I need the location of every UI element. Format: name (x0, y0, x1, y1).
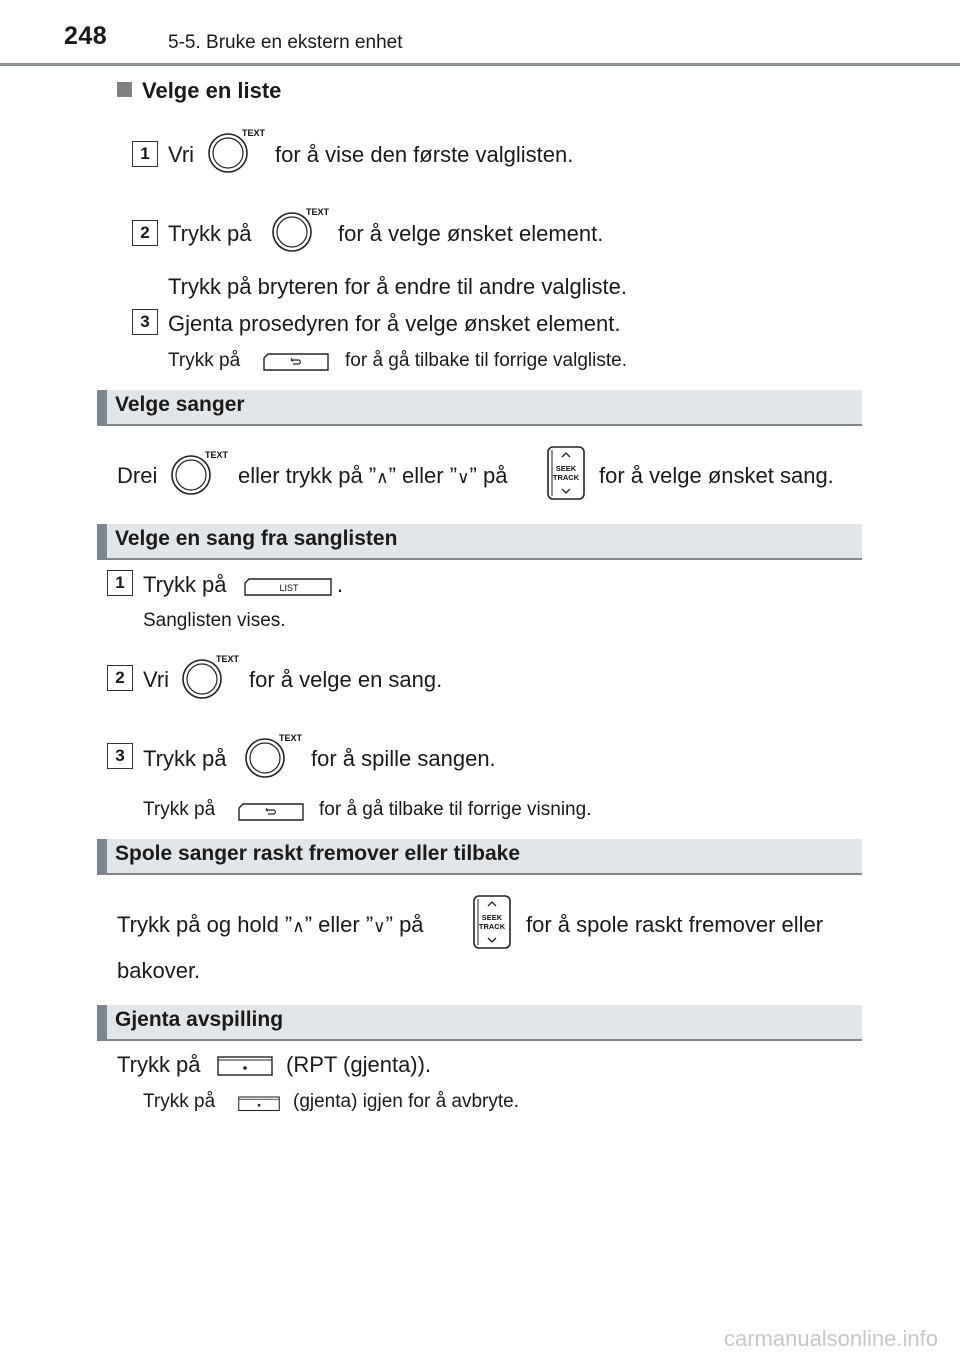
step-text: Vri (143, 667, 170, 692)
tune-knob-icon (180, 654, 248, 702)
step-text: for å vise den første valglisten. (275, 142, 574, 167)
watermark: carmanualsonline.info (723, 1326, 938, 1351)
body-note: Trykk på (143, 1091, 216, 1112)
step-text: . (337, 572, 344, 597)
section-title: Gjenta avspilling (115, 1008, 284, 1031)
body-text: Trykk på og hold ”∧” eller ”∨” på (117, 912, 424, 937)
step-number: 2 (132, 220, 158, 246)
list-button-icon (243, 577, 333, 597)
body-text: bakover. (117, 958, 201, 983)
seek-track-button-icon (470, 895, 514, 949)
step-note: Trykk på bryteren for å endre til andre valgliste. (168, 274, 627, 299)
down-arrow-icon: ∨ (457, 468, 470, 487)
svg-text:SEEK: SEEK (555, 464, 577, 473)
step-text: Trykk på (143, 746, 227, 771)
up-arrow-icon: ∧ (292, 917, 305, 936)
sub-heading: Velge en liste (117, 78, 281, 104)
back-button-icon (262, 352, 332, 372)
body-text: Trykk på (117, 1052, 201, 1077)
section-title: Velge en sang fra sanglisten (115, 527, 398, 550)
body-text: for å spole raskt fremover eller (526, 912, 824, 937)
section-header-select-songs (97, 390, 862, 426)
back-note-text: Trykk på (143, 799, 216, 820)
repeat-button-icon (217, 1054, 273, 1076)
step-note: Sanglisten vises. (143, 610, 286, 631)
step-text: Gjenta prosedyren for å velge ønsket element. (168, 311, 621, 336)
back-note-text: for å gå tilbake til forrige valgliste. (345, 350, 627, 371)
down-arrow-icon: ∨ (373, 917, 386, 936)
section-header-repeat (97, 1005, 862, 1041)
tune-knob-icon (206, 128, 274, 176)
body-text: Drei (117, 463, 158, 488)
repeat-button-icon (238, 1092, 280, 1114)
svg-text:TRACK: TRACK (552, 473, 580, 482)
tune-knob-icon (243, 733, 311, 781)
step-text: Vri (168, 142, 195, 167)
step-text: for å spille sangen. (311, 746, 496, 771)
up-arrow-icon: ∧ (376, 468, 389, 487)
body-text: (RPT (gjenta)). (286, 1052, 432, 1077)
back-button-icon (237, 802, 307, 822)
section-title: Velge sanger (115, 393, 245, 416)
step-number: 1 (107, 570, 133, 596)
back-note-text: Trykk på (168, 350, 241, 371)
step-text: Trykk på (143, 572, 227, 597)
section-title: Spole sanger raskt fremover eller tilbake (115, 842, 521, 865)
svg-text:SEEK: SEEK (481, 913, 503, 922)
chapter-title: 5-5. Bruke en ekstern enhet (168, 32, 403, 53)
step-number: 3 (132, 309, 158, 335)
svg-text:TRACK: TRACK (478, 922, 506, 931)
section-header-song-list (97, 524, 862, 560)
step-text: for å velge ønsket element. (338, 221, 604, 246)
step-number: 2 (107, 665, 133, 691)
tune-knob-icon (270, 207, 338, 255)
page-number: 248 (64, 22, 108, 50)
bullet-square-icon (117, 82, 132, 97)
section-header-fast-forward (97, 839, 862, 875)
header-divider (0, 63, 960, 66)
body-text: eller trykk på ”∧” eller ”∨” på (238, 463, 508, 488)
svg-text:LIST: LIST (279, 583, 299, 593)
step-text: Trykk på (168, 221, 252, 246)
step-text: for å velge en sang. (249, 667, 443, 692)
step-number: 1 (132, 141, 158, 167)
tune-knob-icon (169, 450, 237, 498)
seek-track-button-icon (544, 446, 588, 500)
body-note: (gjenta) igjen for å avbryte. (293, 1091, 520, 1112)
back-note-text: for å gå tilbake til forrige visning. (319, 799, 592, 820)
step-number: 3 (107, 743, 133, 769)
body-text: for å velge ønsket sang. (599, 463, 834, 488)
